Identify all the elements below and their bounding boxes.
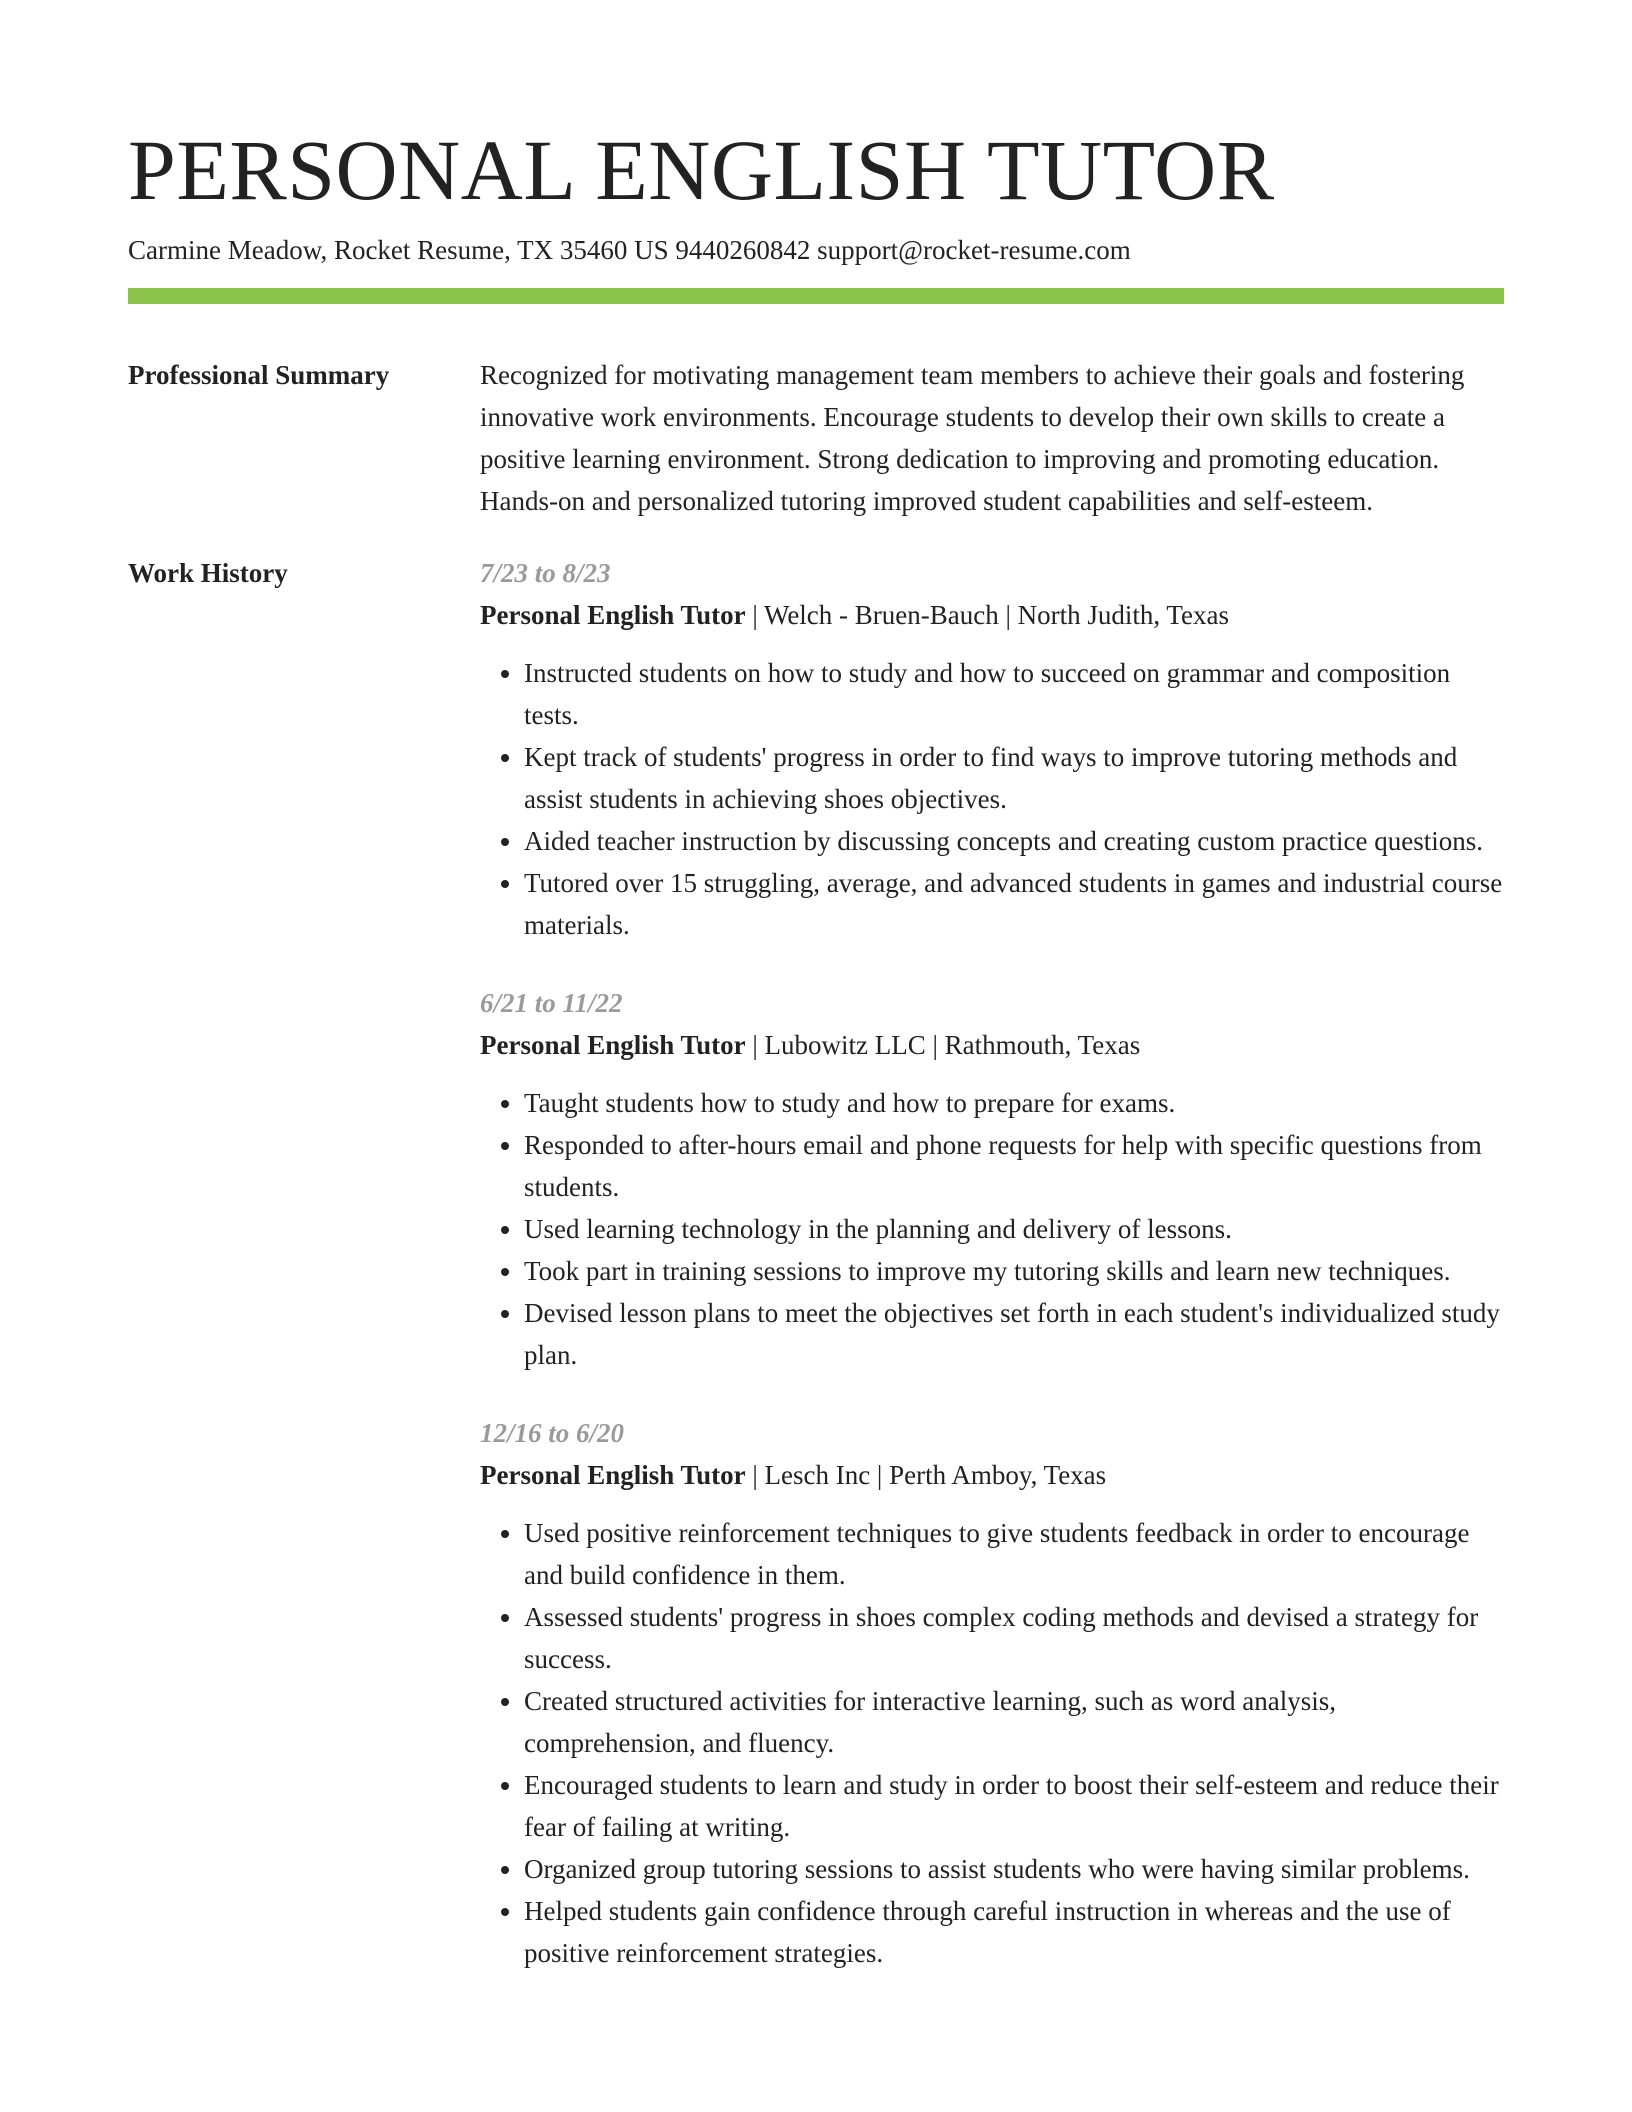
professional-summary-section — [128, 354, 1504, 522]
resume-page — [128, 120, 1504, 2010]
job-bullet: • Responded to after-hours email and phone requests for help with specific questions from students. — [524, 1124, 1504, 1208]
job-employer-location: | Welch - Bruen-Bauch | North Judith, Texas — [745, 600, 1229, 630]
job-bullet: • Took part in training sessions to improve my tutoring skills and learn new techniques. — [524, 1250, 1504, 1292]
job-bullet: • Taught students how to study and how to prepare for exams. — [524, 1082, 1504, 1124]
job-entry — [480, 1412, 1504, 1974]
job-bullet: • Tutored over 15 struggling, average, and advanced students in games and industrial course materials. — [524, 862, 1504, 946]
summary-text: Recognized for motivating management team members to achieve their goals and fostering innovative work environments. Encourage students to develop their own skills to create a positive learning environment. Strong dedication to improving and promoting education. Hands-on and personalized tutoring improved student capabilities and self-esteem. — [480, 360, 1465, 516]
work-history-list — [480, 552, 1504, 2010]
job-entry — [480, 552, 1504, 946]
section-heading-work: Work History — [128, 558, 288, 588]
job-bullet: • Kept track of students' progress in order to find ways to improve tutoring methods and assist students in achieving shoes objectives. — [524, 736, 1504, 820]
job-bullet: • Organized group tutoring sessions to assist students who were having similar problems. — [524, 1848, 1504, 1890]
job-bullets — [480, 652, 1504, 946]
work-history-section — [128, 552, 1504, 2010]
job-bullets — [480, 1082, 1504, 1376]
job-bullet: • Helped students gain confidence through careful instruction in whereas and the use of positive reinforcement strategies. — [524, 1890, 1504, 1974]
resume-title: PERSONAL ENGLISH TUTOR — [128, 122, 1275, 218]
job-bullet: • Devised lesson plans to meet the objectives set forth in each student's individualized study plan. — [524, 1292, 1504, 1376]
job-bullet: • Created structured activities for interactive learning, such as word analysis, comprehension, and fluency. — [524, 1680, 1504, 1764]
job-heading — [480, 594, 1504, 636]
job-dates: 6/21 to 11/22 — [480, 988, 623, 1018]
job-bullet: • Assessed students' progress in shoes complex coding methods and devised a strategy for success. — [524, 1596, 1504, 1680]
job-employer-location: | Lubowitz LLC | Rathmouth, Texas — [745, 1030, 1141, 1060]
job-bullet: • Aided teacher instruction by discussing concepts and creating custom practice questions. — [524, 820, 1504, 862]
job-bullet: • Used learning technology in the planning and delivery of lessons. — [524, 1208, 1504, 1250]
accent-divider — [128, 288, 1504, 304]
job-employer-location: | Lesch Inc | Perth Amboy, Texas — [745, 1460, 1107, 1490]
job-entry — [480, 982, 1504, 1376]
section-heading-summary: Professional Summary — [128, 360, 390, 390]
job-heading — [480, 1024, 1504, 1066]
contact-line: Carmine Meadow, Rocket Resume, TX 35460 US 9440260842 support@rocket-resume.com — [128, 235, 1131, 265]
job-bullet: • Instructed students on how to study and how to succeed on grammar and composition tests. — [524, 652, 1504, 736]
job-bullets — [480, 1512, 1504, 1974]
job-dates: 12/16 to 6/20 — [480, 1418, 625, 1448]
job-dates: 7/23 to 8/23 — [480, 558, 611, 588]
job-title: Personal English Tutor — [480, 1460, 746, 1490]
job-heading — [480, 1454, 1504, 1496]
job-bullet: • Used positive reinforcement techniques to give students feedback in order to encourage and build confidence in them. — [524, 1512, 1504, 1596]
job-bullet: • Encouraged students to learn and study in order to boost their self-esteem and reduce their fear of failing at writing. — [524, 1764, 1504, 1848]
job-title: Personal English Tutor — [480, 600, 746, 630]
job-title: Personal English Tutor — [480, 1030, 746, 1060]
